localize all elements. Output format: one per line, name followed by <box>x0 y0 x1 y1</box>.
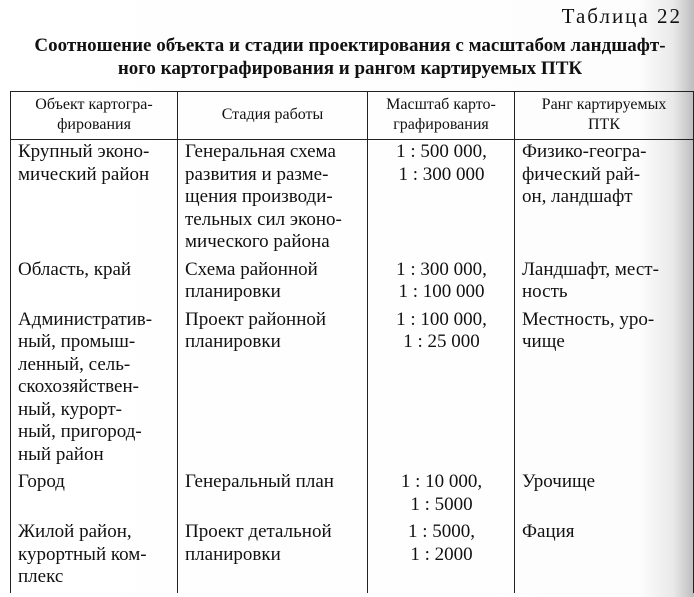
cell-object: Область, край <box>11 258 178 308</box>
table-row <box>11 520 694 593</box>
header-rank: Ранг картируемых ПТК <box>515 92 694 140</box>
cell-stage: Проект детальной планировки <box>178 520 368 593</box>
cell-stage: Проект районной планировки <box>178 308 368 471</box>
header-stage: Стадия работы <box>178 92 368 140</box>
cell-rank: Физико-геогра- фический рай- он, ландшафт <box>515 140 694 258</box>
cell-scale: 1 : 10 000, 1 : 5000 <box>368 470 515 520</box>
caption-line-2: ного картографирования и рангом картируемых ПТК <box>117 58 583 79</box>
table-row <box>11 308 694 471</box>
cell-stage: Генеральная схема развития и разме- щения производи- тельных сил эконо- мического района <box>178 140 368 258</box>
cell-stage: Генеральный план <box>178 470 368 520</box>
table-row <box>11 258 694 308</box>
cell-scale: 1 : 5000, 1 : 2000 <box>368 520 515 593</box>
table-header-row <box>11 92 694 140</box>
cell-scale: 1 : 300 000, 1 : 100 000 <box>368 258 515 308</box>
scale-table <box>10 91 694 593</box>
cell-rank: Фация <box>515 520 694 593</box>
cell-object: Крупный эконо- мический район <box>11 140 178 258</box>
cell-rank: Местность, уро- чище <box>515 308 694 471</box>
header-object: Объект картогра- фирования <box>11 92 178 140</box>
table-number: Таблица 22 <box>561 4 682 28</box>
cell-rank: Урочище <box>515 470 694 520</box>
table-row <box>11 140 694 258</box>
cell-stage: Схема районной планировки <box>178 258 368 308</box>
cell-scale: 1 : 100 000, 1 : 25 000 <box>368 308 515 471</box>
cell-object: Административ- ный, промыш- ленный, сель- скохозяйствен- ный, курорт- ный, пригород- ный район <box>11 308 178 471</box>
cell-scale: 1 : 500 000, 1 : 300 000 <box>368 140 515 258</box>
header-scale: Масштаб карто- графирования <box>368 92 515 140</box>
cell-rank: Ландшафт, мест- ность <box>515 258 694 308</box>
cell-object: Жилой район, курортный ком- плекс <box>11 520 178 593</box>
table-row <box>11 470 694 520</box>
caption-line-1: Соотношение объекта и стадии проектирования с масштабом ландшафт- <box>34 35 666 56</box>
table-caption <box>8 34 692 80</box>
cell-object: Город <box>11 470 178 520</box>
